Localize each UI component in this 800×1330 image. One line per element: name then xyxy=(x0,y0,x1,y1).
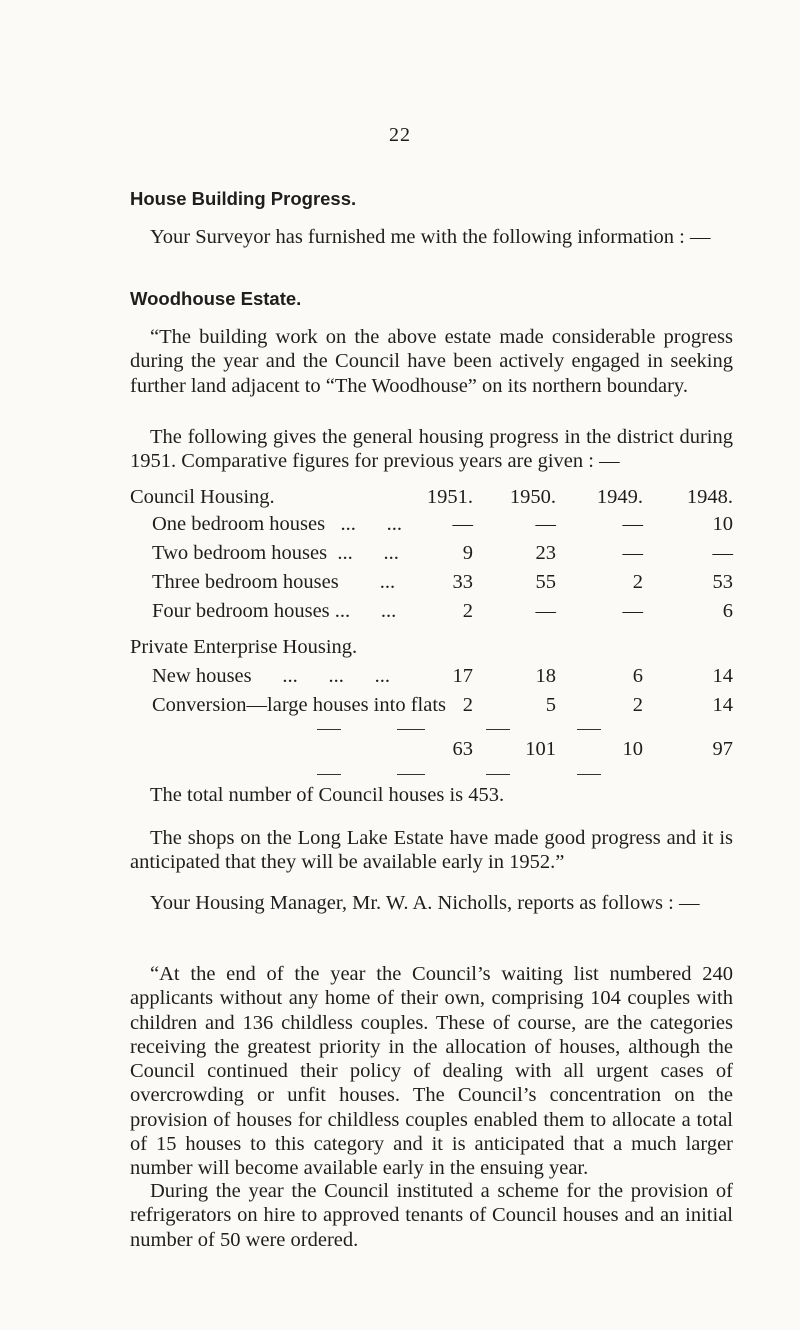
private-housing-row xyxy=(130,634,733,660)
total-rule-top xyxy=(577,729,601,730)
table-cell: 10 xyxy=(712,513,733,535)
page-number: 22 xyxy=(389,124,411,146)
total-rule-bottom xyxy=(577,774,601,775)
year-header: 1949. xyxy=(596,486,643,508)
table-cell: 23 xyxy=(535,542,556,564)
year-header: 1951. xyxy=(426,486,473,508)
row-label: Four bedroom houses ... ... xyxy=(152,600,397,622)
row-label: Conversion—large houses into flats xyxy=(152,694,446,716)
table-cell: — xyxy=(622,542,643,564)
table-row xyxy=(130,511,733,537)
table-row xyxy=(130,598,733,624)
table-cell: 18 xyxy=(535,665,556,687)
shops-paragraph: The shops on the Long Lake Estate have made good progress and it is anticipated that they will be available early in 1952.” xyxy=(130,827,733,874)
table-cell: 2 xyxy=(632,694,643,716)
refrigerator-paragraph: During the year the Council instituted a scheme for the provision of refrigerators on hire to approved tenants of Council houses and an initial number of 50 were ordered. xyxy=(130,1180,733,1251)
row-label: New houses ... ... ... xyxy=(152,665,391,687)
year-header: 1950. xyxy=(509,486,556,508)
manager-paragraph: Your Housing Manager, Mr. W. A. Nicholls, reports as follows : — xyxy=(150,892,700,914)
row-label: One bedroom houses ... ... xyxy=(152,513,402,535)
total-cell: 10 xyxy=(622,738,643,760)
table-cell: 14 xyxy=(712,665,733,687)
table-row xyxy=(130,692,733,718)
year-header: 1948. xyxy=(686,486,733,508)
row-label: Three bedroom houses ... xyxy=(152,571,396,593)
totals-row xyxy=(130,736,733,762)
table-row xyxy=(130,540,733,566)
table-cell: 5 xyxy=(545,694,556,716)
total-cell: 101 xyxy=(525,738,556,760)
total-cell: 63 xyxy=(452,738,473,760)
table-row xyxy=(130,569,733,595)
table-cell: 2 xyxy=(462,694,473,716)
table-cell: — xyxy=(622,513,643,535)
total-rule-bottom xyxy=(397,774,425,775)
table-cell: — xyxy=(452,513,473,535)
table-cell: — xyxy=(535,600,556,622)
heading-house-building: House Building Progress. xyxy=(130,188,357,209)
table-cell: — xyxy=(535,513,556,535)
total-rule-bottom xyxy=(486,774,510,775)
table-cell: 33 xyxy=(452,571,473,593)
heading-woodhouse-estate: Woodhouse Estate. xyxy=(130,288,302,309)
table-cell: 53 xyxy=(712,571,733,593)
table-cell: 2 xyxy=(632,571,643,593)
total-rule-top xyxy=(397,729,425,730)
progress-paragraph: The following gives the general housing progress in the district during 1951. Comparative figures for previous years are given : — xyxy=(130,426,733,473)
waiting-list-paragraph: “At the end of the year the Council’s waiting list numbered 240 applicants without any home of their own, comprising 104 couples with children and 136 childless couples. These of course, are the categories receiving the greatest priority in the allocation of houses, although the Council continued their policy of dealing with all urgent cases of overcrowding or unfit houses. The Council’s concentration on the provision of houses for childless couples enabled them to allocate a total of 15 houses to this category and it is anticipated that a much larger number will become available early in the ensuing year. xyxy=(130,963,733,1180)
total-rule-bottom xyxy=(317,774,341,775)
total-rule-top xyxy=(317,729,341,730)
table-cell: 6 xyxy=(722,600,733,622)
table-cell: 17 xyxy=(452,665,473,687)
council-housing-heading: Council Housing. xyxy=(130,486,275,508)
table-cell: — xyxy=(712,542,733,564)
table-cell: 9 xyxy=(462,542,473,564)
row-label: Two bedroom houses ... ... xyxy=(152,542,399,564)
table-cell: 6 xyxy=(632,665,643,687)
table-cell: 55 xyxy=(535,571,556,593)
table-cell: — xyxy=(622,600,643,622)
table-cell: 2 xyxy=(462,600,473,622)
table-cell: 14 xyxy=(712,694,733,716)
intro-paragraph: Your Surveyor has furnished me with the following information : — xyxy=(150,226,711,248)
total-rule-top xyxy=(486,729,510,730)
woodhouse-paragraph: “The building work on the above estate made considerable progress during the year and the Council have been actively engaged in seeking further land adjacent to “The Woodhouse” on its northern boundary. xyxy=(130,326,733,397)
total-council-houses: The total number of Council houses is 453. xyxy=(150,784,505,806)
table-row xyxy=(130,663,733,689)
table-header-row xyxy=(130,484,733,510)
total-cell: 97 xyxy=(712,738,733,760)
private-housing-heading: Private Enterprise Housing. xyxy=(130,636,358,658)
